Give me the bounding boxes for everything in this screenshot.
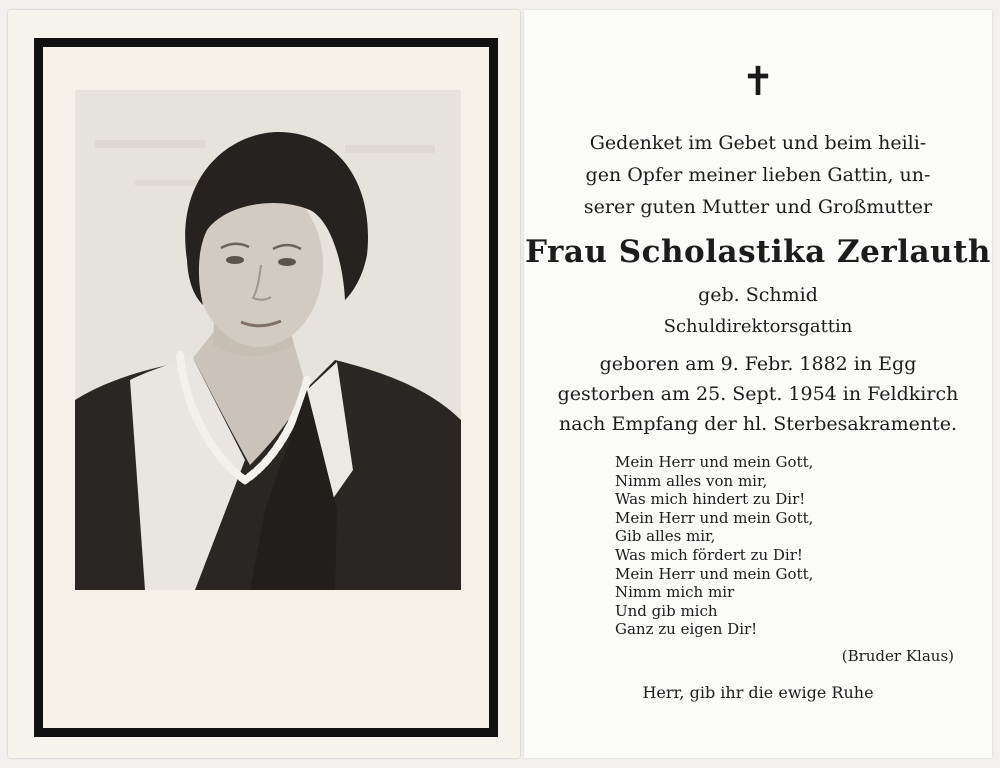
- closing-prayer: Herr, gib ihr die ewige Ruhe: [642, 683, 874, 702]
- prayer-line: Was mich hindert zu Dir!: [615, 490, 806, 509]
- intro-line: serer guten Mutter und Großmutter: [583, 196, 933, 218]
- death-line: gestorben am 25. Sept. 1954 in Feldkirch: [557, 383, 959, 405]
- sacraments-line: nach Empfang der hl. Sterbesakramente.: [558, 413, 958, 435]
- prayer-line: Mein Herr und mein Gott,: [615, 564, 814, 583]
- prayer-line: Und gib mich: [615, 601, 718, 620]
- prayer-line: Ganz zu eigen Dir!: [615, 620, 758, 639]
- intro-line: gen Opfer meiner lieben Gattin, un-: [585, 164, 931, 186]
- prayer-line: Nimm mich mir: [615, 583, 735, 602]
- life-dates: [524, 349, 992, 439]
- text-card: [524, 10, 992, 758]
- occupation: Schuldirektorsgattin: [663, 316, 853, 337]
- cross-icon: ✝: [741, 59, 775, 105]
- mourning-border: [34, 38, 498, 737]
- birth-line: geboren am 9. Febr. 1882 in Egg: [599, 353, 917, 375]
- maiden-name: geb. Schmid: [698, 284, 818, 306]
- prayer-line: Mein Herr und mein Gott,: [615, 453, 814, 471]
- prayer-verse: [615, 453, 813, 639]
- prayer-line: Mein Herr und mein Gott,: [615, 508, 814, 527]
- prayer-line: Nimm alles von mir,: [615, 471, 768, 490]
- intro-text: [524, 127, 992, 223]
- prayer-line: Gib alles mir,: [615, 527, 716, 546]
- photo-card: [8, 10, 520, 758]
- prayer-line: Was mich fördert zu Dir!: [615, 545, 803, 564]
- intro-line: Gedenket im Gebet und beim heili-: [589, 132, 927, 154]
- portrait-photo: [75, 90, 461, 590]
- deceased-name: Frau Scholastika Zerlauth: [525, 234, 991, 270]
- prayer-attribution: (Bruder Klaus): [841, 647, 954, 665]
- portrait-image: [75, 90, 461, 590]
